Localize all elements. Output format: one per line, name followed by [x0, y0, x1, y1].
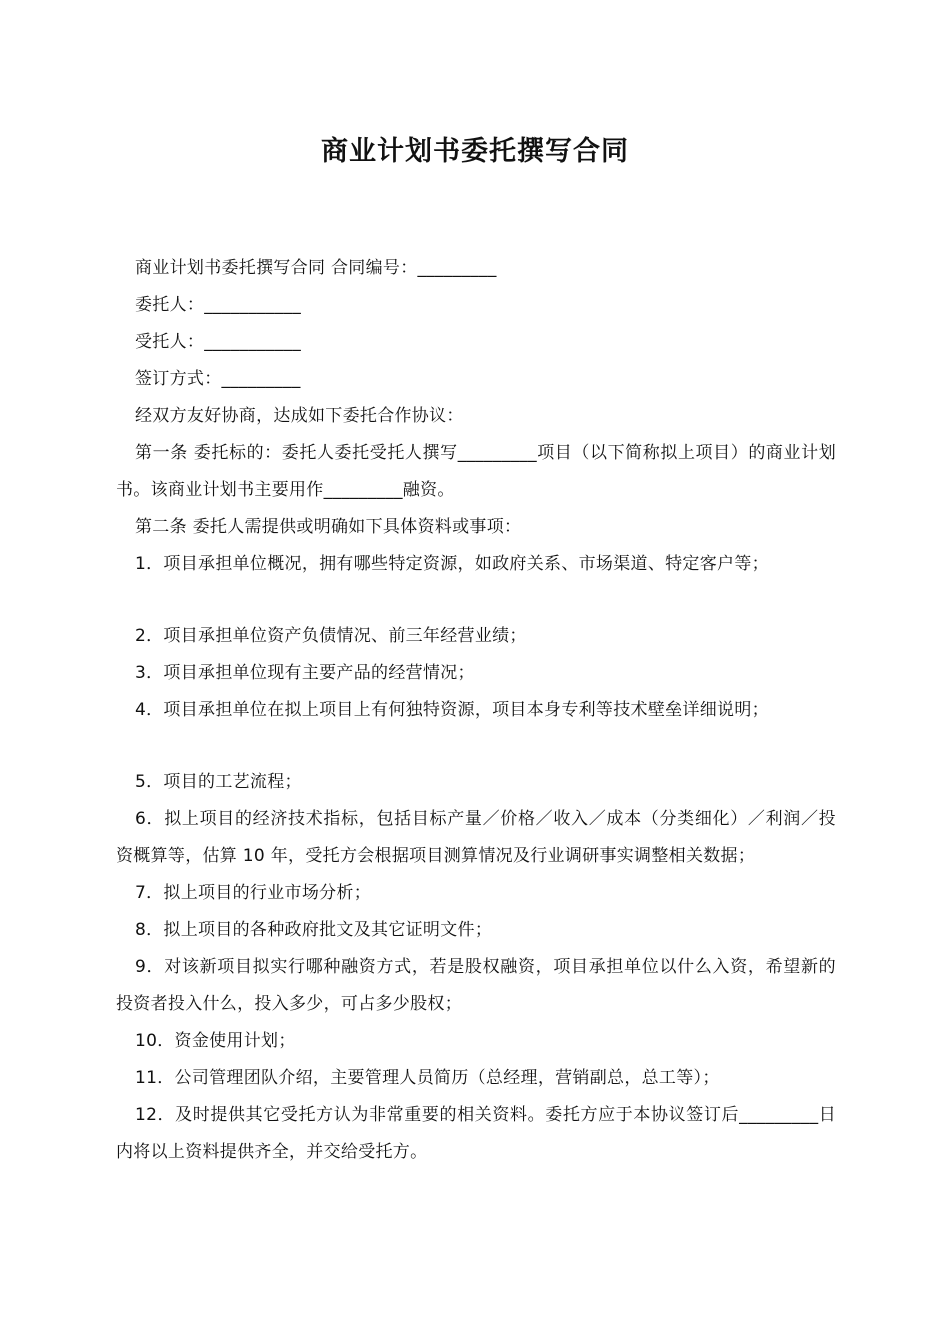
list-item-6: 6．拟上项目的经济技术指标，包括目标产量／价格／收入／成本（分类细化）／利润／投资概算等，估算 10 年，受托方会根据项目测算情况及行业调研事实调整相关数据；	[116, 809, 836, 866]
document-title: 商业计划书委托撰写合同	[321, 136, 629, 167]
blank-spacer	[116, 583, 836, 618]
contract-number-line: 商业计划书委托撰写合同 合同编号：_________	[135, 258, 497, 278]
list-item-12: 12．及时提供其它受托方认为非常重要的相关资料。委托方应于本协议签订后_________日内将以上资料提供齐全，并交给受托方。	[116, 1105, 836, 1162]
blank-spacer	[116, 729, 836, 764]
list-item-5: 5．项目的工艺流程；	[135, 772, 302, 792]
list-item-10: 10．资金使用计划；	[135, 1031, 296, 1051]
signing-method-line: 签订方式：_________	[135, 369, 301, 389]
intro-line: 经双方友好协商，达成如下委托合作协议：	[135, 406, 464, 426]
list-item-8: 8．拟上项目的各种政府批文及其它证明文件；	[135, 920, 493, 940]
list-item-7: 7．拟上项目的行业市场分析；	[135, 883, 372, 903]
article-2: 第二条 委托人需提供或明确如下具体资料或事项：	[135, 517, 522, 537]
list-item-4: 4．项目承担单位在拟上项目上有何独特资源，项目本身专利等技术壁垒详细说明；	[135, 700, 769, 720]
client-line: 委托人：___________	[135, 295, 301, 315]
list-item-3: 3．项目承担单位现有主要产品的经营情况；	[135, 663, 475, 683]
list-item-9: 9．对该新项目拟实行哪种融资方式，若是股权融资，项目承担单位以什么入资，希望新的投资者投入什么，投入多少，可占多少股权；	[116, 957, 836, 1014]
contractor-line: 受托人：___________	[135, 332, 301, 352]
list-item-1: 1．项目承担单位概况，拥有哪些特定资源，如政府关系、市场渠道、特定客户等；	[135, 554, 769, 574]
list-item-2: 2．项目承担单位资产负债情况、前三年经营业绩；	[135, 626, 527, 646]
list-item-11: 11．公司管理团队介绍，主要管理人员简历（总经理，营销副总，总工等）；	[135, 1068, 720, 1088]
article-1: 第一条 委托标的：委托人委托受托人撰写_________项目（以下简称拟上项目）的商业计划书。该商业计划书主要用作_________融资。	[116, 443, 836, 500]
document-body	[116, 250, 836, 1171]
